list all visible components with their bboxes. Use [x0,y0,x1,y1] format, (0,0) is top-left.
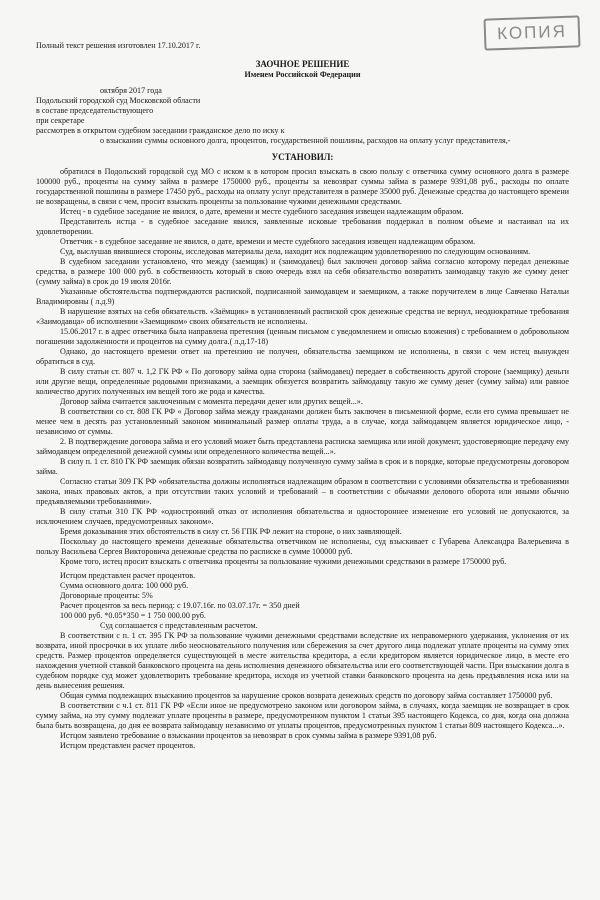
paragraph: Бремя доказывания этих обстоятельств в силу ст. 56 ГПК РФ лежит на стороне, о них заявляющей. [60,527,402,536]
intro-date: октября 2017 года [100,86,162,95]
calc-line: 100 000 руб. *0.05*350 = 1 750 000.00 руб. [60,611,206,620]
paragraph: 15.06.2017 г. в адрес ответчика была направлена претензия (ценным письмом с уведомлением и описью вложения) с требованием о добровольном погашении задолженности и процентов на сумму долга.( л.д.17-18) [36,327,569,346]
paragraph: 2. В подтверждение договора займа и его условий может быть представлена расписка заемщика или иной документ, удостоверяющие передачу ему займодавцем определенной денежной суммы или определенного количества вещей...». [36,437,570,456]
established-heading: УСТАНОВИЛ: [271,152,334,162]
calc-line: Сумма основного долга: 100 000 руб. [60,581,189,590]
paragraph: Истцом заявлено требование о взыскании процентов за невозврат в срок суммы займа в размере 9391,08 руб. [60,731,437,740]
paragraph: В соответствии со ст. 808 ГК РФ « Договор займа между гражданами должен быть заключен в письменной форме, если его сумма превышает не менее чем в десять раз установленный законом минимальный размер оплаты труда, а в случае, когда займодавцем является юридическое лицо, - независимо от суммы. [36,407,569,436]
paragraph: Договор займа считается заключенным с момента передачи денег или других вещей...». [60,397,363,406]
calc-line: Договорные проценты: 5% [60,591,153,600]
paragraph: Представитель истца - в судебное заседание явился, заявленные исковые требования поддержал в полном объеме и настаивал на их удовлетворении. [36,217,569,236]
paragraph: Поскольку до настоящего времени денежные обязательства ответчиком не исполнены, суд взыскивает с Губарева Александра Валерьевича в пользу Васильева Сергея Викторовича денежные средства по расписке в сумме 100000 руб. [36,537,569,556]
paragraph: Истцом представлен расчет процентов. [60,741,196,750]
header-note: Полный текст решения изготовлен 17.10.2017 г. [36,41,201,50]
paragraph: Однако, до настоящего времени ответ на претензию не получен, обязательства заемщиком не исполнены, в связи с чем истец вынужден обратиться в суд. [36,347,569,366]
paragraph: Кроме того, истец просит взыскать с ответчика проценты за пользование чужими денежными средствами в размере 1750000 руб. [60,557,507,566]
paragraph: Истец - в судебное заседание не явился, о дате, времени и месте судебного заседания извещен надлежащим образом. [60,207,464,216]
page-title: ЗАОЧНОЕ РЕШЕНИЕ [255,59,350,69]
intro-subject: о взыскании суммы основного долга, процентов, государственной пошлины, расходов на оплату услуг представителя,- [100,136,511,145]
paragraph: В соответствии с п. 1 ст. 395 ГК РФ за пользование чужими денежными средствами вследствие их неправомерного удержания, уклонения от их возврата, иной просрочки в их уплате либо неосновательного получения или сбережения за счет другого лица подлежат уплате проценты на сумму этих средств. Размер процентов определяется существующей в месте жительства кредитора, а если кредитором является юридическое лицо, в месте его нахождения учетной ставкой банковского процента на день исполнения денежного обязательства или его соответствующей части. При взыскании долга в судебном порядке суд может удовлетворить требование кредитора, исходя из учетной ставки банковского процента на день предъявления иска или на день вынесения решения. [36,631,569,690]
page-subtitle: Именем Российской Федерации [244,70,361,79]
calc-line: Истцом представлен расчет процентов. [60,571,196,580]
intro-secretary: при секретаре [36,116,85,125]
paragraph: обратился в Подольский городской суд МО с иском к в котором просил взыскать в свою пользу с ответчика сумму основного долга в размере 100000 руб., проценты на сумму займа в размере 1750000 руб., проценты за невозврат суммы займа в размере 9391,08 руб., расходы по оплате государственной пошлины в размере 17450 руб., расходы на оплату услуг представителя в размере 35000 руб. Денежные средства до настоящего времени не возвращены, в связи с чем, просит взыскать проценты за пользование чужими денежными средствами. [36,167,569,206]
paragraph: Указанные обстоятельства подтверждаются распиской, подписанной заимодавцем и заемщиком, а также поручителем в лице Савченко Натальи Владимировны ( л.д.9) [36,287,569,306]
paragraph: Ответчик - в судебное заседание не явился, о дате, времени и месте судебного заседания извещен надлежащим образом. [60,237,476,246]
calc-line: Суд соглашается с представленным расчетом. [100,621,258,630]
paragraph: Суд, выслушав явившиеся стороны, исследовав материалы дела, находит иск подлежащим удовлетворению по следующим основаниям. [60,247,531,256]
paragraph: В силу п. 1 ст. 810 ГК РФ заемщик обязан возвратить займодавцу полученную сумму займа в срок и в порядке, которые предусмотрены договором займа. [36,457,569,476]
intro-court: Подольский городской суд Московской области [36,96,201,105]
document-body [36,41,569,751]
paragraph: В силу статьи 310 ГК РФ «одностронний отказ от исполнения обязательства и одностороннее изменение его условий не допускаются, за исключением случаев, предусмотренных законом». [36,507,569,526]
paragraph: Общая сумма подлежащих взысканию процентов за нарушение сроков возврата денежных средств по договору займа составляет 1750000 руб. [60,691,553,700]
paragraph: В соответствии с ч.1 ст. 811 ГК РФ «Если иное не предусмотрено законом или договором займа, в случаях, когда заемщик не возвращает в срок сумму займа, на эту сумму подлежат уплате проценты в размере, предусмотренном пунктом 1 статьи 395 настоящего Кодекса, со дня, когда она должна была быть возвращена, до дня ее возврата займодавцу независимо от уплаты процентов, предусмотренных пунктом 1 статьи 809 настоящего Кодекса...». [36,701,569,730]
paragraph: В силу статьи ст. 807 ч. 1,2 ГК РФ « По договору займа одна сторона (займодавец) передает в собственность другой стороне (заемщику) деньги или другие вещи, определенные родовыми признаками, а заемщик обязуется возвратить займодавцу такую же сумму денег (сумму займа) или равное количество других полученных им вещей того же рода и качества. [36,367,569,396]
intro-judge: в составе председательствующего [36,106,154,115]
paragraph: Согласно статьи 309 ГК РФ «обязательства должны исполняться надлежащим образом в соответствии с условиями обязательства и требованиями закона, иных правовых актов, а при отсутствии таких условий и требований – в соответствии с обычаями делового оборота или иными обычно предъявляемыми требованиями». [36,477,569,506]
paragraph: В судебном заседании установлено, что между (заемщик) и (заимодавец) был заключен договор займа согласно которому передал денежные средства, в размере 100 000 руб. в собственность который в свою очередь взял на себя обязательство возвратить заимодавцу такую же сумму денег (сумму займа) в срок до 19 июля 2016г. [36,257,569,286]
paragraph: В нарушение взятых на себя обязательств. «Заёмщик» в установленный распиской срок денежные средства не вернул, неоднократные требования «Заимодавца» об исполнении «Заемщиком» своих обязательств не исполнены. [36,307,569,326]
intro-case: рассмотрев в открытом судебном заседании гражданское дело по иску к [36,126,285,135]
copy-stamp: КОПИЯ [483,15,580,50]
calc-line: Расчет процентов за весь период: с 19.07.16г. по 03.07.17г. = 350 дней [60,601,300,610]
